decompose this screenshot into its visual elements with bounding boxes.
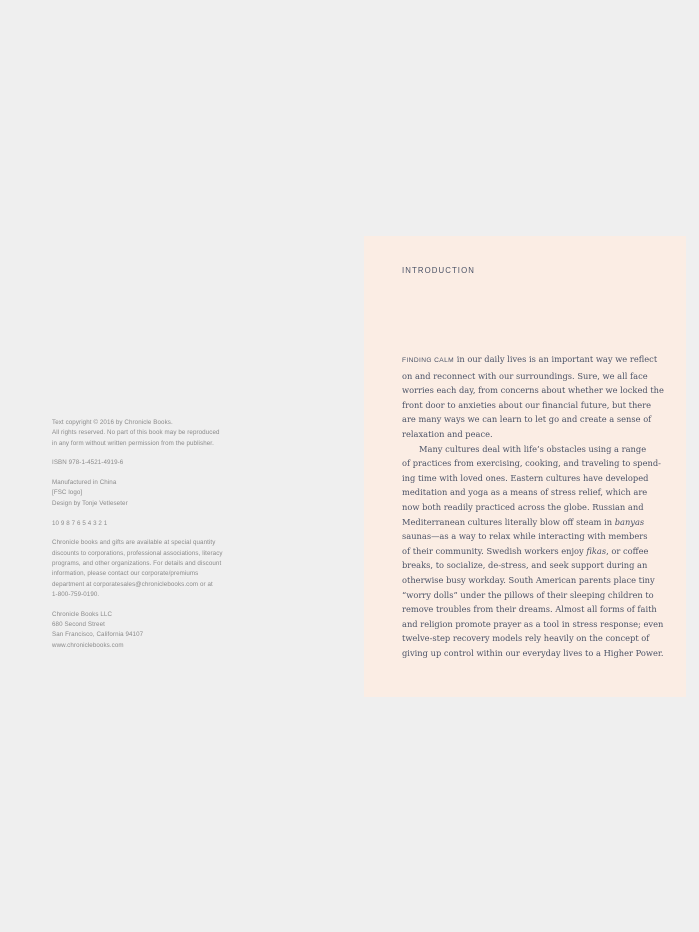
text-line: now both readily practiced across the globe. Russian and xyxy=(402,501,644,512)
text-line: 1-800-759-0190. xyxy=(52,590,100,598)
copyright-notice xyxy=(52,418,242,449)
text-line: Chronicle Books LLC xyxy=(52,610,113,618)
text-line: Manufactured in China xyxy=(52,479,117,487)
copyright-page xyxy=(52,418,242,660)
text-line: remove troubles from their dreams. Almost all forms of faith xyxy=(402,604,657,615)
section-title: INTRODUCTION xyxy=(402,266,475,275)
text-line: ing time with loved ones. Eastern cultures have developed xyxy=(402,472,649,483)
text-line: worries each day, from concerns about whether we locked the xyxy=(402,385,664,396)
text-line: programs, and other organizations. For details and discount xyxy=(52,559,222,567)
text-line xyxy=(402,515,650,530)
text-line: on and reconnect with our surroundings. Sure, we all face xyxy=(402,370,648,381)
text-line: ISBN 978-1-4521-4919-6 xyxy=(52,459,124,467)
text-line: Many cultures deal with life’s obstacles using a range xyxy=(419,443,647,454)
publisher-address xyxy=(52,610,242,651)
text-line: meditation and yoga as a means of stress relief, which are xyxy=(402,487,648,498)
text-line: relaxation and peace. xyxy=(402,428,493,439)
text-line: information, please contact our corporate/premiums xyxy=(52,570,199,578)
manufacturing-info xyxy=(52,478,242,509)
text-line: All rights reserved. No part of this book may be reproduced xyxy=(52,429,220,437)
text-line: otherwise busy workday. South American parents place tiny xyxy=(402,574,655,585)
text-line: 10 9 8 7 6 5 4 3 2 1 xyxy=(52,519,108,527)
text-run: in our daily lives is an important way we reflect xyxy=(454,354,658,364)
text-line: department at corporatesales@chroniclebooks.com or at xyxy=(52,580,213,588)
text-line: front door to anxieties about our financial future, but there xyxy=(402,399,652,410)
text-line: San Francisco, California 94107 xyxy=(52,631,144,639)
text-line: breaks, to socialize, de-stress, and seek support during an xyxy=(402,560,648,571)
text-line: and religion promote prayer as a tool in stress response; even xyxy=(402,618,664,629)
text-line: Design by Tonje Vetleseter xyxy=(52,499,128,507)
printing-line xyxy=(52,519,242,529)
lead-in-caps: FINDING CALM xyxy=(402,357,455,364)
text-run: of their community. Swedish workers enjoy xyxy=(402,545,587,556)
text-run: , or coffee xyxy=(606,545,649,556)
introduction-body xyxy=(402,352,664,660)
text-line: are many ways we can learn to let go and create a sense of xyxy=(402,414,652,425)
isbn xyxy=(52,458,242,468)
text-line: www.chroniclebooks.com xyxy=(52,641,124,649)
text-line: Text copyright © 2016 by Chronicle Books. xyxy=(52,419,173,426)
text-line: saunas—as a way to relax while interacting with members xyxy=(402,531,648,542)
text-run: Mediterranean cultures literally blow off steam in xyxy=(402,516,615,527)
italic-term: banyas xyxy=(614,516,645,527)
text-line: [FSC logo] xyxy=(52,489,83,497)
text-line xyxy=(402,544,650,559)
text-line: Chronicle books and gifts are available at special quantity xyxy=(52,539,216,547)
text-line: “worry dolls” under the pillows of their sleeping children to xyxy=(402,589,654,600)
text-line xyxy=(402,352,658,369)
introduction-page xyxy=(364,236,686,697)
text-line: discounts to corporations, professional associations, literacy xyxy=(52,549,223,557)
text-line: giving up control within our everyday lives to a Higher Power. xyxy=(402,647,664,658)
text-line: of practices from exercising, cooking, and traveling to spend- xyxy=(402,458,661,469)
italic-term: fikas xyxy=(586,545,607,556)
text-line: twelve-step recovery models rely heavily on the concept of xyxy=(402,633,650,644)
text-line: in any form without written permission from the publisher. xyxy=(52,439,214,447)
sales-info xyxy=(52,538,242,600)
text-line: 680 Second Street xyxy=(52,620,105,628)
